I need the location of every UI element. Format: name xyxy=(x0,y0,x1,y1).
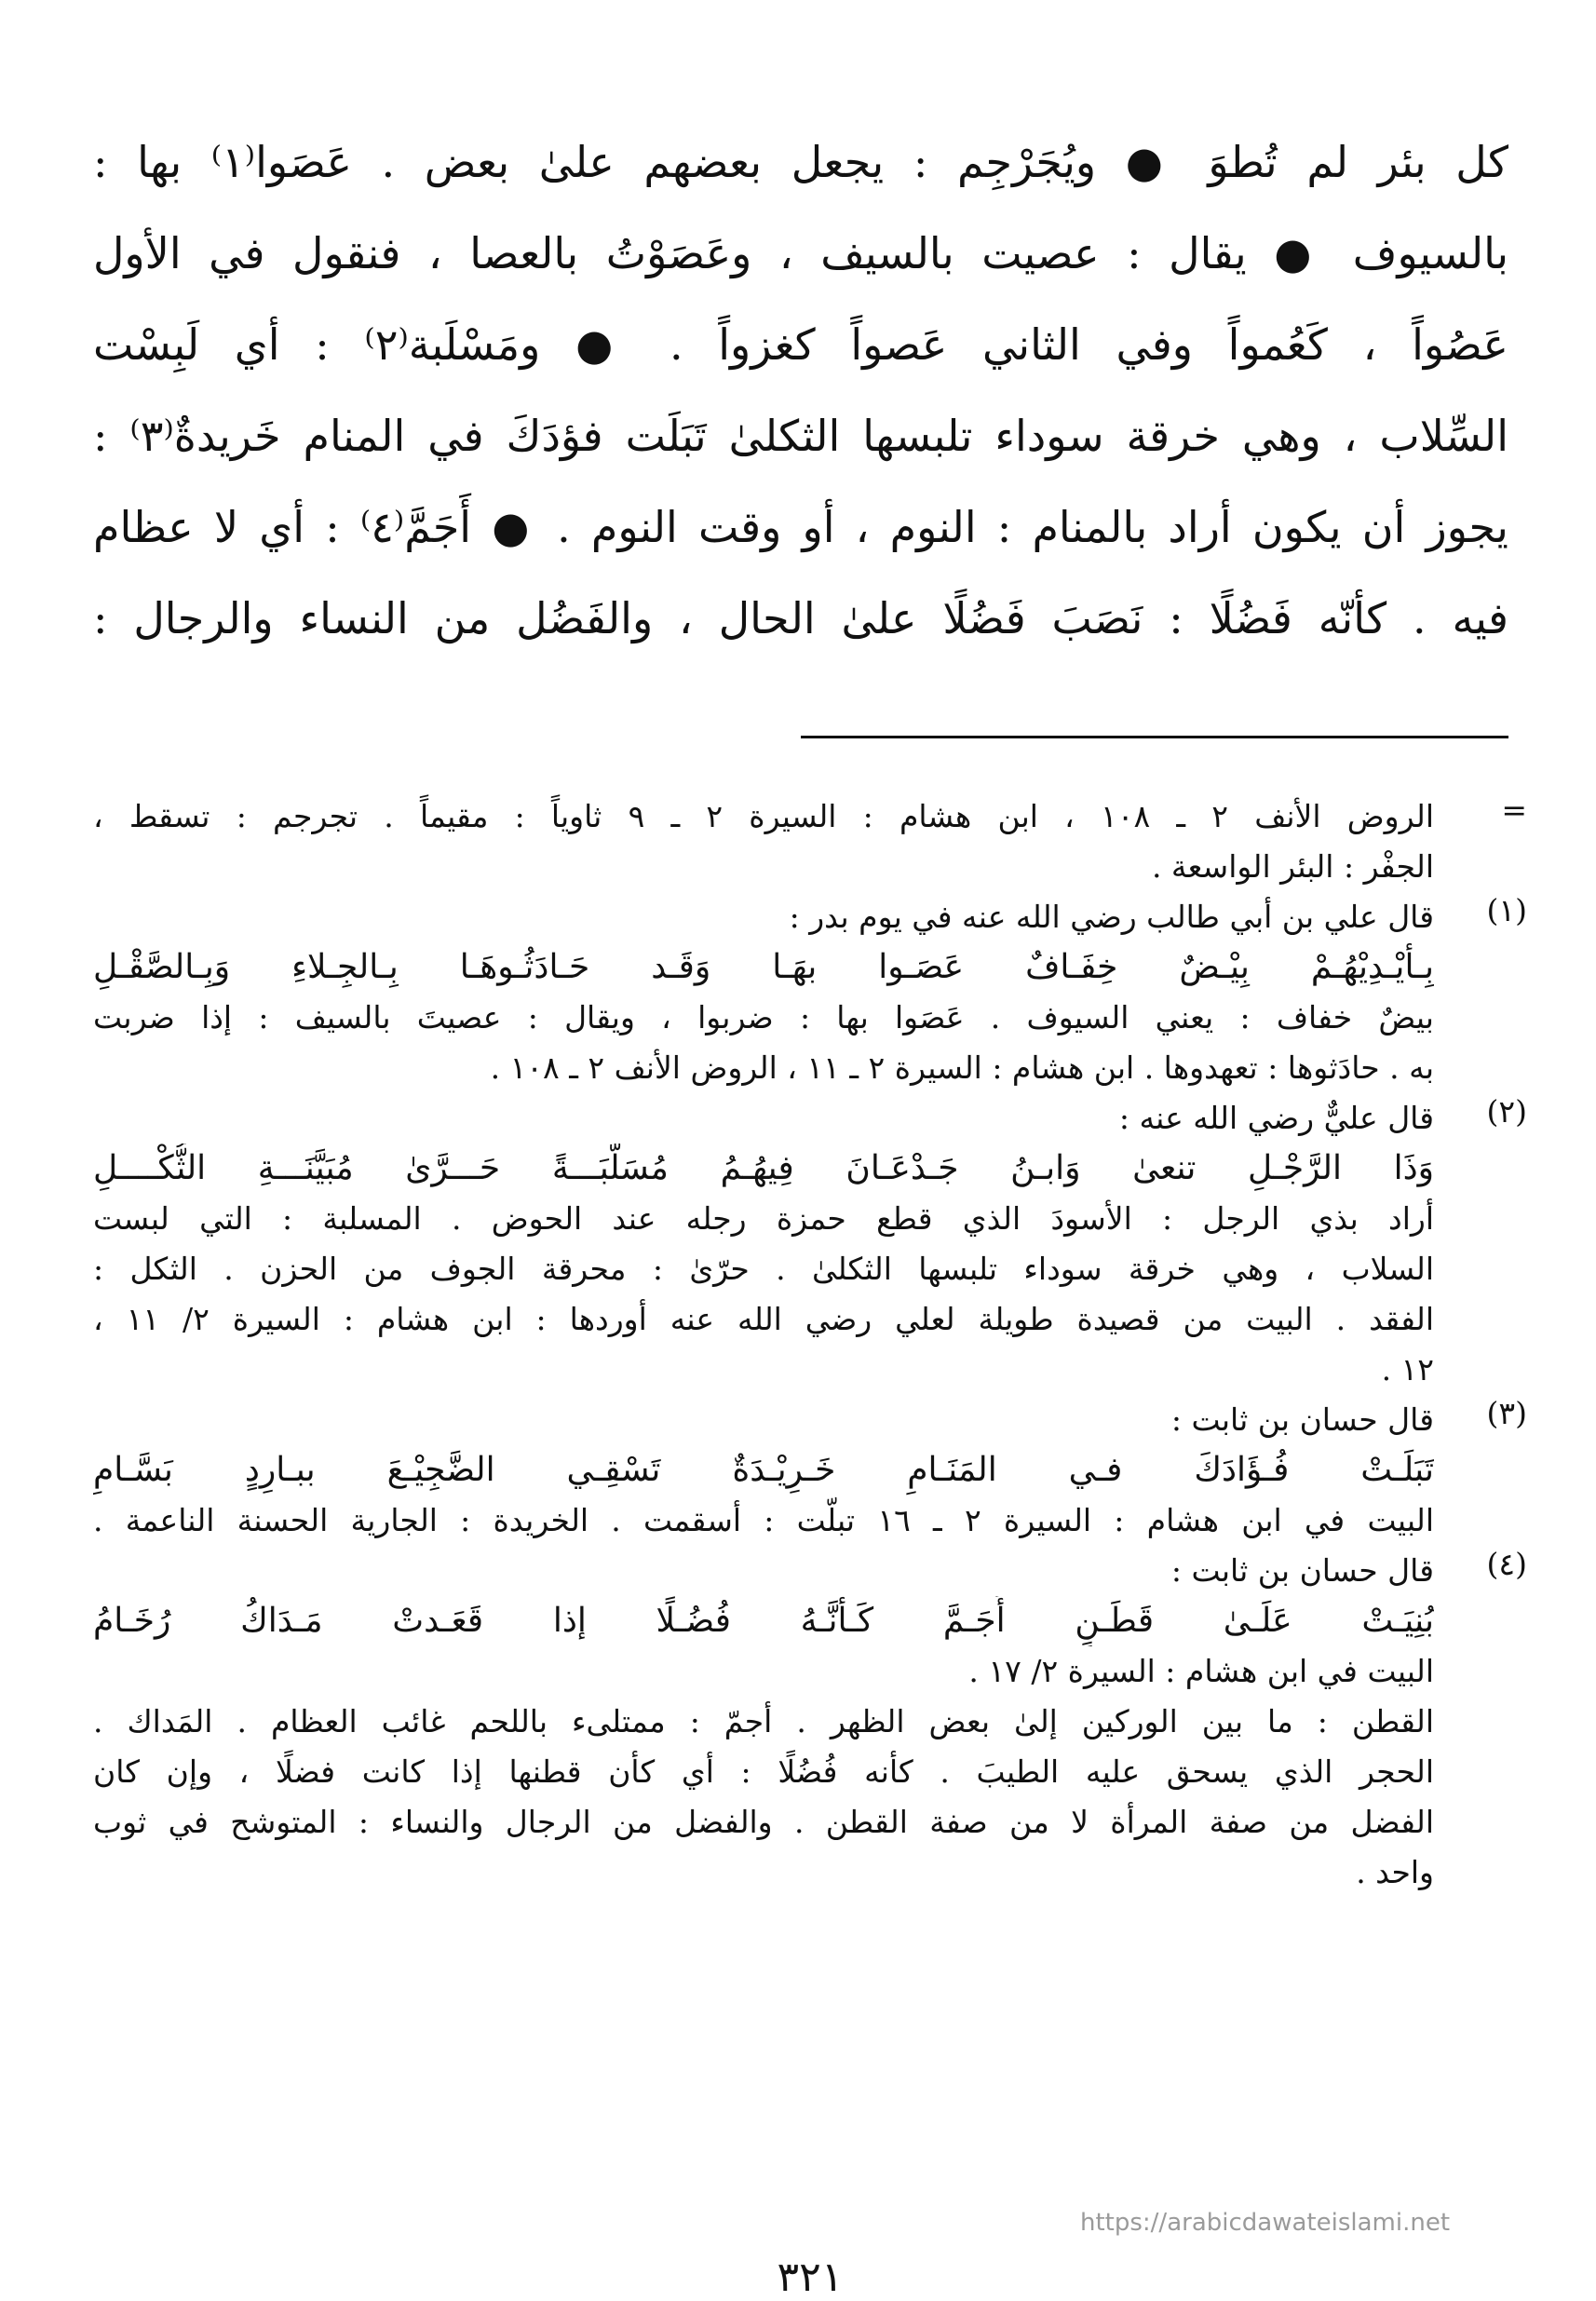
footnote-separator-rule xyxy=(801,736,1508,738)
watermark-url: https://arabicdawateislami.net xyxy=(1080,2209,1451,2237)
main-text-block xyxy=(93,116,1508,664)
footnote-line: بيضٌ خفاف : يعني السيوف . عَصَوا بها : ضربوا ، ويقال : عصيتَ بالسيف : إذا ضربت xyxy=(93,999,1434,1035)
footnote-continuation xyxy=(93,792,1527,892)
footnote-line: قال حسان بن ثابت : xyxy=(1170,1552,1434,1589)
footnote-line: به . حادَثوها : تعهدوها . ابن هشام : السيرة ٢ ـ ١١ ، الروض الأنف ٢ ـ ١٠٨ . xyxy=(490,1049,1434,1086)
footnote-line: الحجر الذي يسحق عليه الطيبَ . كأنه فُضُلًا : أي كأن قطنها إذا كانت فضلًا ، وإن كان xyxy=(93,1753,1434,1790)
footnote-4 xyxy=(93,1546,1527,1898)
footnote-line: قال علي بن أبي طالب رضي الله عنه في يوم بدر : xyxy=(789,899,1434,935)
footnote-2 xyxy=(93,1093,1527,1395)
footnote-marker: (٢) xyxy=(1486,1093,1527,1130)
footnote-marker: (١) xyxy=(1486,892,1527,928)
main-text-line: عَصُواً ، كَعُمواً وفي الثاني عَصواً كغزواً . ● ومَسْلَبة⁽٢⁾ : أي لَبِسْت xyxy=(93,319,1508,370)
main-text-line: كل بئر لم تُطوَ ● ويُجَرْجِم : يجعل بعضهم علىٰ بعض . عَصَوا⁽١⁾ بها : xyxy=(93,137,1508,187)
footnote-verse: تَبَلَـتْ فُـؤَادَكَ فـي المَنَـامِ خَـرِيْـدَةٌ تَسْقِـي الضَّجِيْـعَ ببـارِدٍ بَسَّـامِ xyxy=(93,1451,1434,1489)
footnote-line: واحد . xyxy=(1356,1854,1434,1890)
footnote-marker: = xyxy=(1501,792,1527,828)
footnote-line: البيت في ابن هشام : السيرة ٢ ـ ١٦ تبلّت : أسقمت . الخريدة : الجارية الحسنة الناعمة . xyxy=(93,1502,1434,1538)
main-text-line: بالسيوف ● يقال : عصيت بالسيف ، وعَصَوْتُ بالعصا ، فنقول في الأول xyxy=(93,228,1508,278)
footnote-line: أراد بذي الرجل : الأسودَ الذي قطع حمزة رجله عند الحوض . المسلبة : التي لبست xyxy=(93,1200,1434,1237)
footnote-line: الفضل من صفة المرأة لا من صفة القطن . والفضل من الرجال والنساء : المتوشح في ثوب xyxy=(93,1804,1434,1840)
footnote-line: قال عليٌّ رضي الله عنه : xyxy=(1118,1100,1434,1136)
footnote-line: ١٢ . xyxy=(1381,1351,1434,1387)
footnote-verse: بِـأَيْـدِيْهُـمْ بِيْـضٌ خِفَـافٌ عَصَـوا بهَـا وَقَـد حَـادَثُـوهَـا بِـالجِـلاءِ وَبِـالصَّقْـلِ xyxy=(93,948,1434,986)
footnote-line: السلاب ، وهي خرقة سوداء تلبسها الثكلىٰ . حرّىٰ : محرقة الجوف من الحزن . الثكل : xyxy=(93,1251,1434,1287)
footnote-line: قال حسان بن ثابت : xyxy=(1170,1401,1434,1438)
main-text-line: يجوز أن يكون أراد بالمنام : النوم ، أو وقت النوم . ● أَجَمَّ⁽٤⁾ : أي لا عظام xyxy=(93,502,1508,552)
footnote-verse: بُنِيَـتْ عَلَـىٰ قَطَـنٍ أَجَـمَّ كَـأَنَّـهُ فُضُـلًا إذا قَعَـدتْ مَـدَاكُ رُخَـامُ xyxy=(93,1602,1434,1640)
footnote-marker: (٣) xyxy=(1486,1395,1527,1431)
footnote-marker: (٤) xyxy=(1486,1546,1527,1582)
footnote-1 xyxy=(93,892,1527,1093)
footnote-verse: وَذَا الرَّجْـلِ تنعىٰ وَابـنُ جَـدْعَـانَ فِيهُـمُ مُسَلَّبَـــةً حَـــرَّىٰ مُبَيَّنَـــةِ الثُّكْــــلِ xyxy=(93,1149,1434,1187)
page-number: ٣٢١ xyxy=(777,2254,844,2301)
footnote-line: الجفْر : البئر الواسعة . xyxy=(1151,848,1434,885)
main-text-line: فيه . كأنّه فَضُلًا : نَصَبَ فَضُلًا علىٰ الحال ، والفَضُل من النساء والرجال : xyxy=(93,593,1508,643)
footnote-line: الروض الأنف ٢ ـ ١٠٨ ، ابن هشام : السيرة ٢ ـ ٩ ثاوياً : مقيماً . تجرجم : تسقط ، xyxy=(93,798,1434,834)
footnote-line: الفقد . البيت من قصيدة طويلة لعلي رضي الله عنه أوردها : ابن هشام : السيرة ٢/ ١١ ، xyxy=(93,1301,1434,1337)
footnote-line: القطن : ما بين الوركين إلىٰ بعض الظهر . أجمّ : ممتلىء باللحم غائب العظام . المَداك . xyxy=(93,1703,1434,1739)
footnote-3 xyxy=(93,1395,1527,1546)
footnote-line: البيت في ابن هشام : السيرة ٢/ ١٧ . xyxy=(968,1653,1434,1689)
main-text-line: السِّلاب ، وهي خرقة سوداء تلبسها الثكلىٰ تَبَلَت فؤدَكَ في المنام خَريدةٌ⁽٣⁾ : xyxy=(93,411,1508,461)
footnotes-section xyxy=(93,792,1527,1898)
